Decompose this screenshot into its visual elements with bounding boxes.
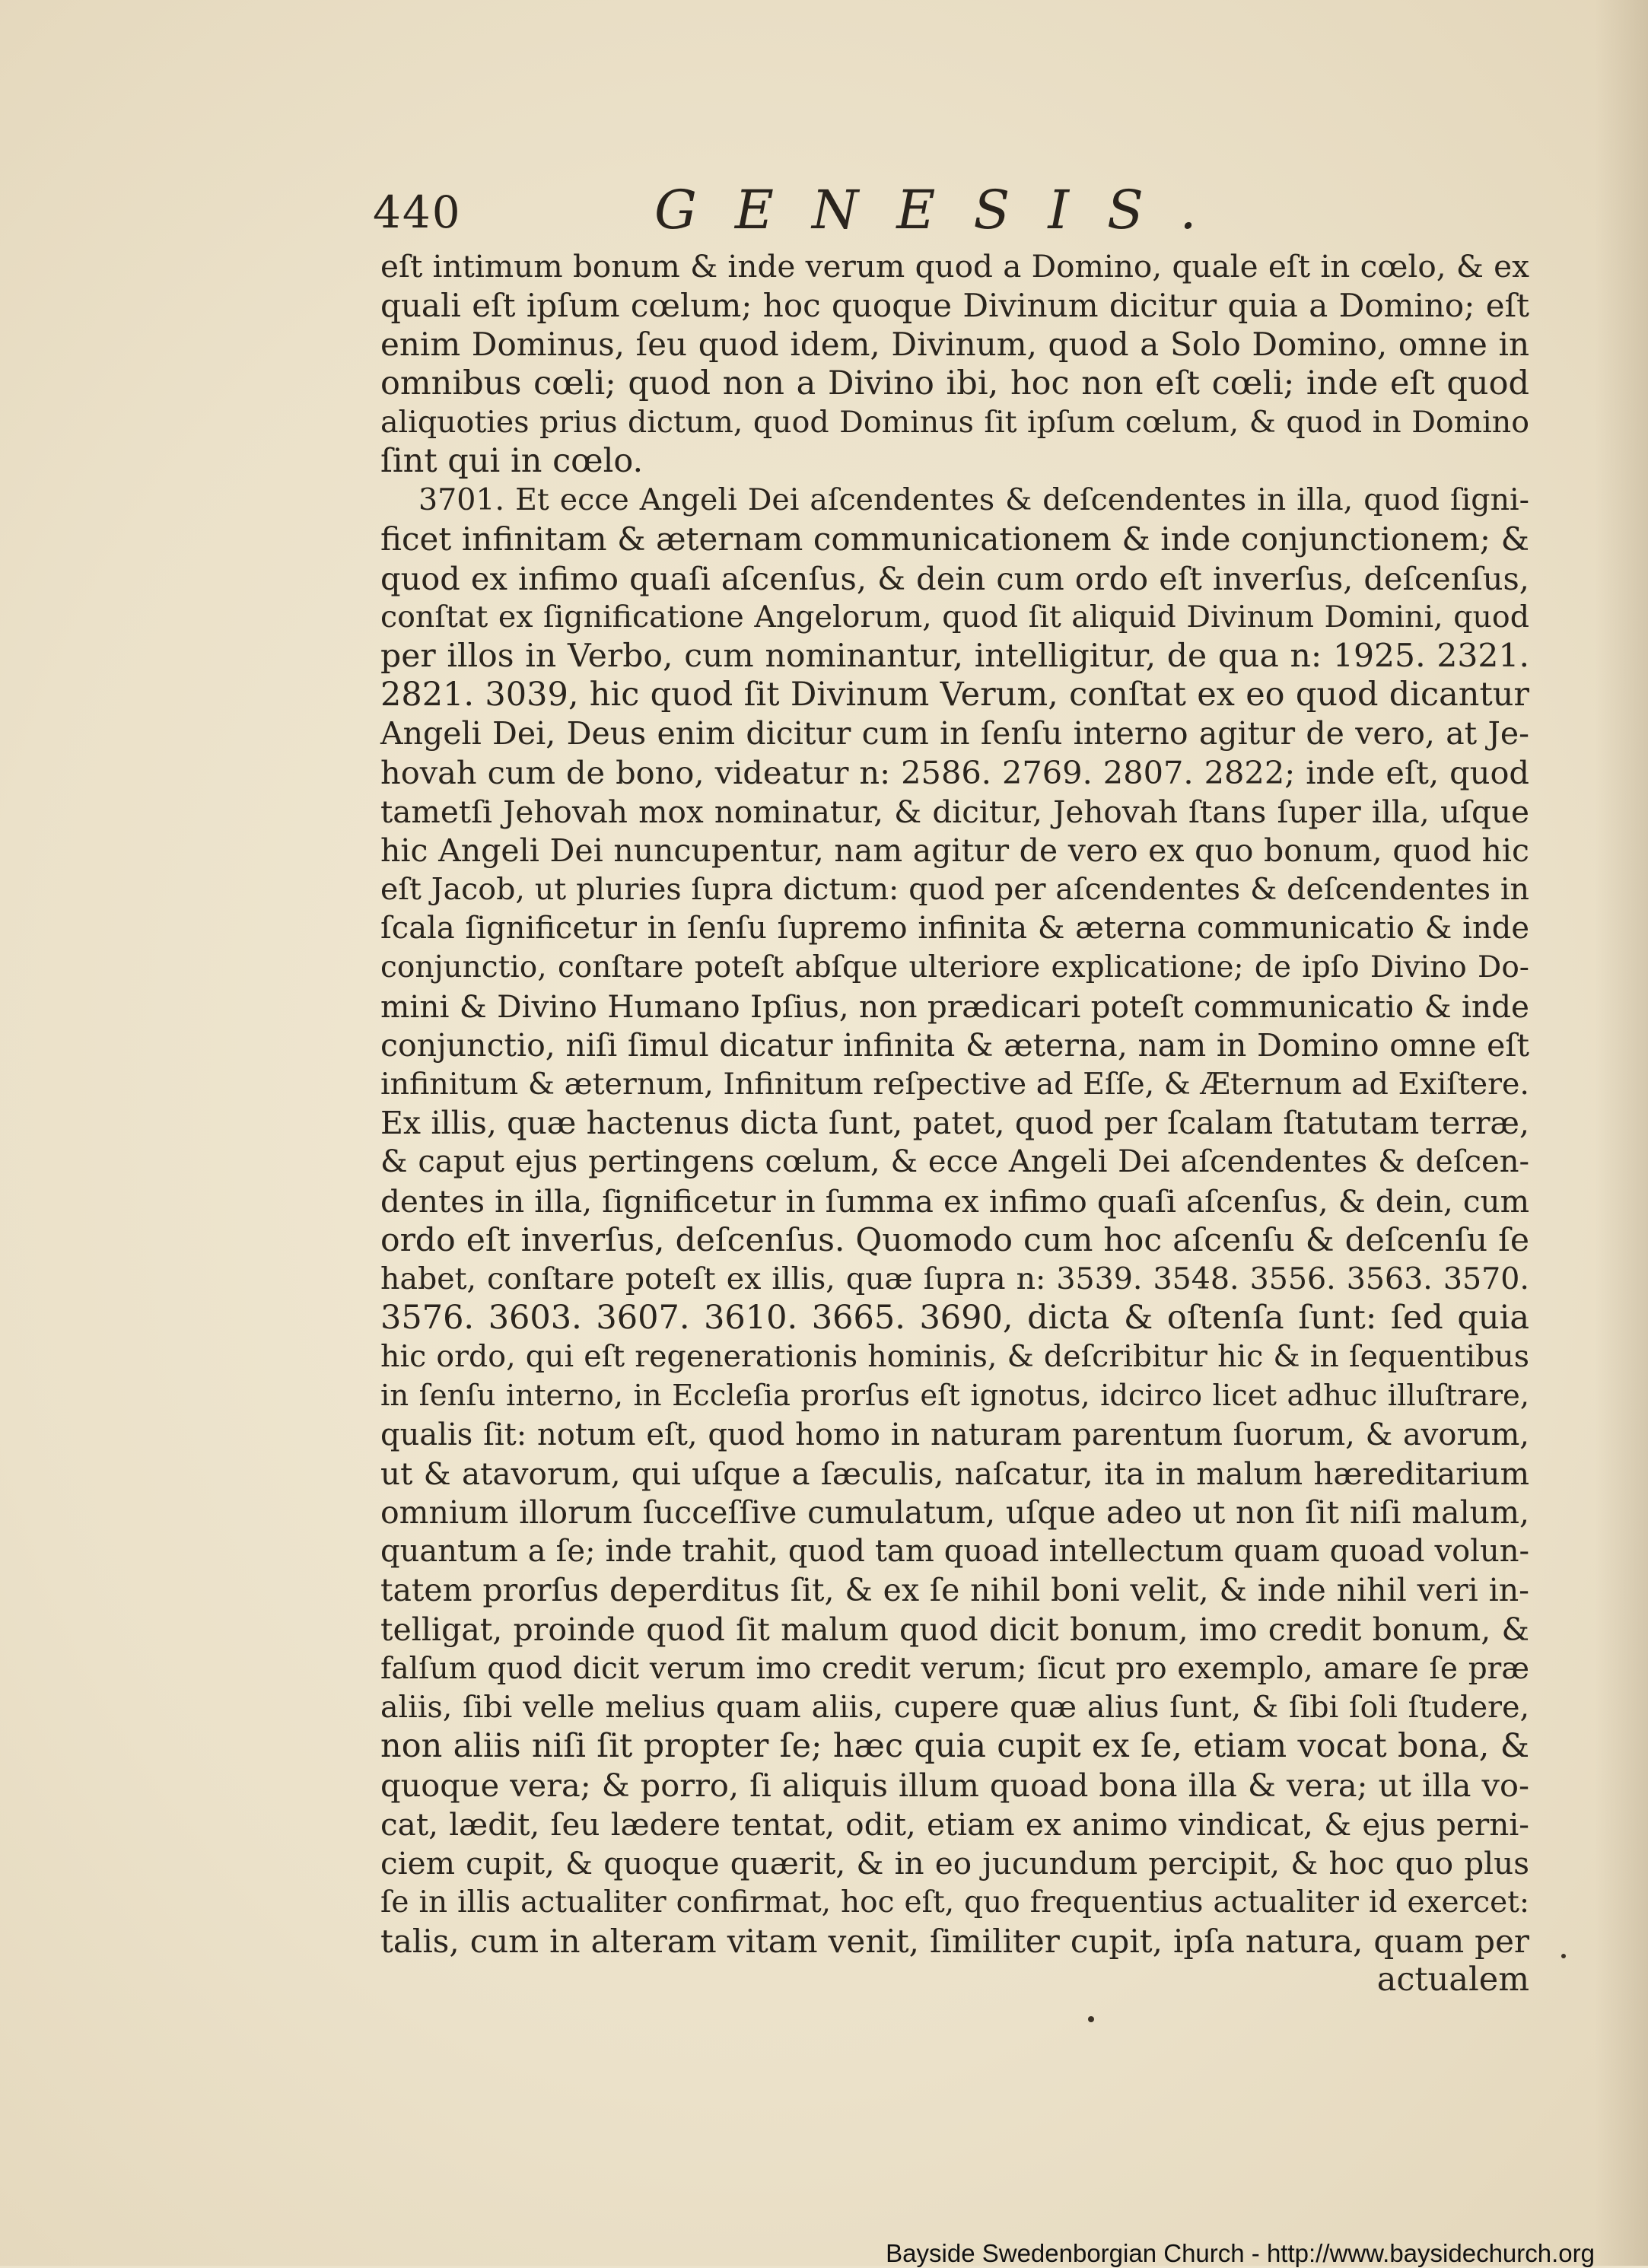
text-line: omnium illorum ſucceſſive cumulatum, uſque adeo ut non ſit niſi malum, (380, 1494, 1529, 1531)
footer-credit: Bayside Swedenborgian Church - http://www.baysidechurch.org (886, 2239, 1595, 2267)
text-line: eſt Jacob, ut pluries ſupra dictum: quod per aſcendentes & deſcendentes in (380, 872, 1529, 907)
running-head: GENESIS. (654, 179, 1235, 241)
ink-spot (1088, 2016, 1094, 2022)
text-line: 3576. 3603. 3607. 3610. 3665. 3690, dicta & oſtenſa ſunt: ſed quia (380, 1299, 1529, 1338)
text-line: mini & Divino Humano Ipſius, non prædicari poteſt communicatio & inde (380, 988, 1529, 1025)
text-line: quod ex infimo quaſi aſcenſus, & dein cum ordo eſt inverſus, deſcenſus, (380, 559, 1529, 597)
ink-spot (1561, 1954, 1566, 1958)
text-line: hic ordo, qui eſt regenerationis hominis, & deſcribitur hic & in ſequentibus (380, 1339, 1529, 1375)
text-line: cat, lædit, ſeu lædere tentat, odit, etiam ex animo vindicat, & ejus perni- (380, 1805, 1529, 1843)
text-line: aliquoties prius dictum, quod Dominus ſit ipſum cœlum, & quod in Domino (380, 404, 1529, 440)
text-line: ficet infinitam & æternam communicationem & inde conjunctionem; & (380, 520, 1529, 558)
text-line: in ſenſu interno, in Eccleſia prorſus eſt ignotus, idcirco licet adhuc illuſtrare, (380, 1379, 1529, 1414)
page-gutter-shadow (1595, 0, 1648, 2266)
text-line: telligat, proinde quod ſit malum quod dicit bonum, imo credit bonum, & (380, 1611, 1529, 1648)
text-line: & caput ejus pertingens cœlum, & ecce Angeli Dei aſcendentes & deſcen- (380, 1144, 1529, 1180)
text-line: 2821. 3039, hic quod ſit Divinum Verum, conſtat ex eo quod dicantur (380, 676, 1529, 714)
text-line: ciem cupit, & quoque quærit, & in eo jucundum percipit, & hoc quo plus (380, 1844, 1529, 1882)
text-line: qualis ſit: notum eſt, quod homo in naturam parentum ſuorum, & avorum, (380, 1417, 1529, 1452)
page-number: 440 (373, 186, 462, 238)
text-line: conjunctio, niſi ſimul dicatur infinita & æterna, nam in Domino omne eſt (380, 1026, 1529, 1064)
text-line: hovah cum de bono, videatur n: 2586. 2769. 2807. 2822; inde eſt, quod (380, 754, 1529, 792)
text-line: aliis, ſibi velle melius quam aliis, cupere quæ alius ſunt, & ſibi ſoli ſtudere, (380, 1689, 1529, 1725)
text-line: per illos in Verbo, cum nominantur, intelligitur, de qua n: 1925. 2321. (380, 637, 1529, 675)
text-line: ſint qui in cœlo. (380, 441, 644, 480)
text-line: Angeli Dei, Deus enim dicitur cum in ſenſu interno agitur de vero, at Je- (380, 715, 1529, 752)
text-line: tatem prorſus deperditus ſit, & ex ſe nihil boni velit, & inde nihil veri in- (380, 1572, 1529, 1609)
text-line: dentes in illa, ſignificetur in ſumma ex infimo quaſi aſcenſus, & dein, cum (380, 1182, 1529, 1220)
text-line: conjunctio, conſtare poteſt abſque ulteriore explicatione; de ipſo Divino Do- (380, 950, 1529, 985)
text-line: quoque vera; & porro, ſi aliquis illum quoad bona illa & vera; ut illa vo- (380, 1767, 1529, 1805)
text-line: ſe in illis actualiter confirmat, hoc eſt, quo frequentius actualiter id exercet: (380, 1885, 1529, 1920)
text-line: ut & atavorum, qui uſque a ſæculis, naſcatur, ita in malum hæreditarium (380, 1455, 1529, 1492)
text-line: hic Angeli Dei nuncupentur, nam agitur de vero ex quo bonum, quod hic (380, 832, 1529, 869)
body-text (380, 247, 1529, 1999)
text-line: enim Dominus, ſeu quod idem, Divinum, quod a Solo Domino, omne in (380, 326, 1529, 364)
text-line: quantum a ſe; inde trahit, quod tam quoad intellectum quam quoad volun- (380, 1534, 1529, 1570)
text-line: quali eſt ipſum cœlum; hoc quoque Divinum dicitur quia a Domino; eſt (380, 287, 1529, 325)
text-line: ordo eſt inverſus, deſcenſus. Quomodo cum hoc aſcenſu & deſcenſu ſe (380, 1221, 1529, 1259)
paragraph-start-3701: 3701. Et ecce Angeli Dei aſcendentes & deſcendentes in illa, quod ſigni- (418, 482, 1529, 518)
catchword: actualem (1376, 1961, 1529, 1999)
text-line: tametſi Jehovah mox nominatur, & dicitur, Jehovah ſtans ſuper illa, uſque (380, 793, 1529, 830)
text-line: ſcala ſignificetur in ſenſu ſupremo infinita & æterna communicatio & inde (380, 911, 1529, 946)
text-line: Ex illis, quæ hactenus dicta ſunt, patet, quod per ſcalam ſtatutam terræ, (380, 1105, 1529, 1142)
text-line: eſt intimum bonum & inde verum quod a Domino, quale eſt in cœlo, & ex (380, 248, 1529, 285)
text-line: non aliis niſi ſit propter ſe; hæc quia cupit ex ſe, etiam vocat bona, & (380, 1727, 1529, 1766)
text-line: omnibus cœli; quod non a Divino ibi, hoc non eſt cœli; inde eſt quod (380, 364, 1529, 402)
text-line: talis, cum in alteram vitam venit, ſimiliter cupit, ipſa natura, quam per (380, 1923, 1529, 1961)
text-line: conſtat ex ſignificatione Angelorum, quod ſit aliquid Divinum Domini, quod (380, 599, 1529, 635)
text-line: infinitum & æternum, Infinitum reſpective ad Eſſe, & Æternum ad Exiſtere. (380, 1066, 1529, 1102)
text-line: habet, conſtare poteſt ex illis, quæ ſupra n: 3539. 3548. 3556. 3563. 3570. (380, 1261, 1529, 1296)
text-line: falſum quod dicit verum imo credit verum; ſicut pro exemplo, amare ſe præ (380, 1651, 1529, 1686)
